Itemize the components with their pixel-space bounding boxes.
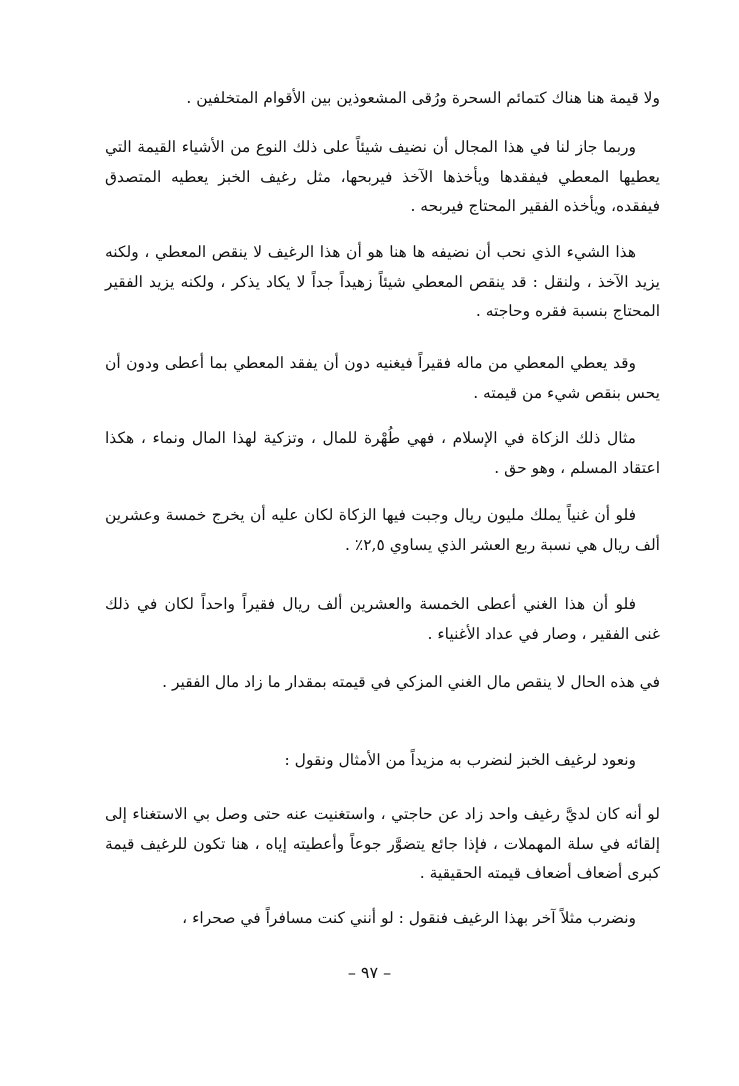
paragraph-10: لو أنه كان لديَّ رغيف واحد زاد عن حاجتي ، واستغنيت عنه حتى وصل بي الاستغناء إلى إلقائه في سلة المهملات ، فإذا جائع يتضوَّر جوعاً وأعطيته إياه ، هنا تكون للرغيف قيمة كبرى أضعاف أضعاف قيمته الحقيقية .	[105, 805, 660, 882]
paragraph-7: فلو أن هذا الغني أعطى الخمسة والعشرين ألف ريال فقيراً واحداً لكان في ذلك غنى الفقير ، وصار في عداد الأغنياء .	[105, 595, 660, 643]
paragraph-2: وربما جاز لنا في هذا المجال أن نضيف شيئاً على ذلك النوع من الأشياء القيمة التي يعطيها المعطي فيفقدها ويأخذها الآخذ فيربحها، مثل رغيف الخبز يعطيه المتصدق فيفقده، ويأخذه الفقير المحتاج فيربحه .	[105, 138, 660, 215]
page-number: – ٩٧ –	[347, 963, 392, 982]
paragraph-11: ونضرب مثلاً آخر بهذا الرغيف فنقول : لو أنني كنت مسافراً في صحراء ،	[182, 909, 636, 927]
paragraph-1: ولا قيمة هنا هناك كتمائم السحرة ورُقى المشعوذين بين الأقوام المتخلفين .	[186, 89, 660, 107]
paragraph-8: في هذه الحال لا ينقص مال الغني المزكي في قيمته بمقدار ما زاد مال الفقير .	[162, 673, 660, 691]
paragraph-5: مثال ذلك الزكاة في الإسلام ، فهي طُهْرة للمال ، وتزكية لهذا المال ونماء ، هكذا اعتقاد المسلم ، وهو حق .	[105, 429, 660, 477]
paragraph-4: وقد يعطي المعطي من ماله فقيراً فيغنيه دون أن يفقد المعطي بما أعطى ودون أن يحس بنقص شيء من قيمته .	[105, 354, 660, 402]
paragraph-9: ونعود لرغيف الخبز لنضرب به مزيداً من الأمثال ونقول :	[284, 751, 636, 769]
paragraph-3: هذا الشيء الذي نحب أن نضيفه ها هنا هو أن هذا الرغيف لا ينقص المعطي ، ولكنه يزيد الآخذ ، ولنقل : قد ينقص المعطي شيئاً زهيداً جداً لا يكاد يذكر ، ولكنه يزيد الفقير المحتاج بنسبة فقره وحاجته .	[105, 243, 660, 320]
paragraph-6: فلو أن غنياً يملك مليون ريال وجبت فيها الزكاة لكان عليه أن يخرج خمسة وعشرين ألف ريال هي نسبة ربع العشر الذي يساوي ٢,٥٪ .	[105, 506, 660, 554]
